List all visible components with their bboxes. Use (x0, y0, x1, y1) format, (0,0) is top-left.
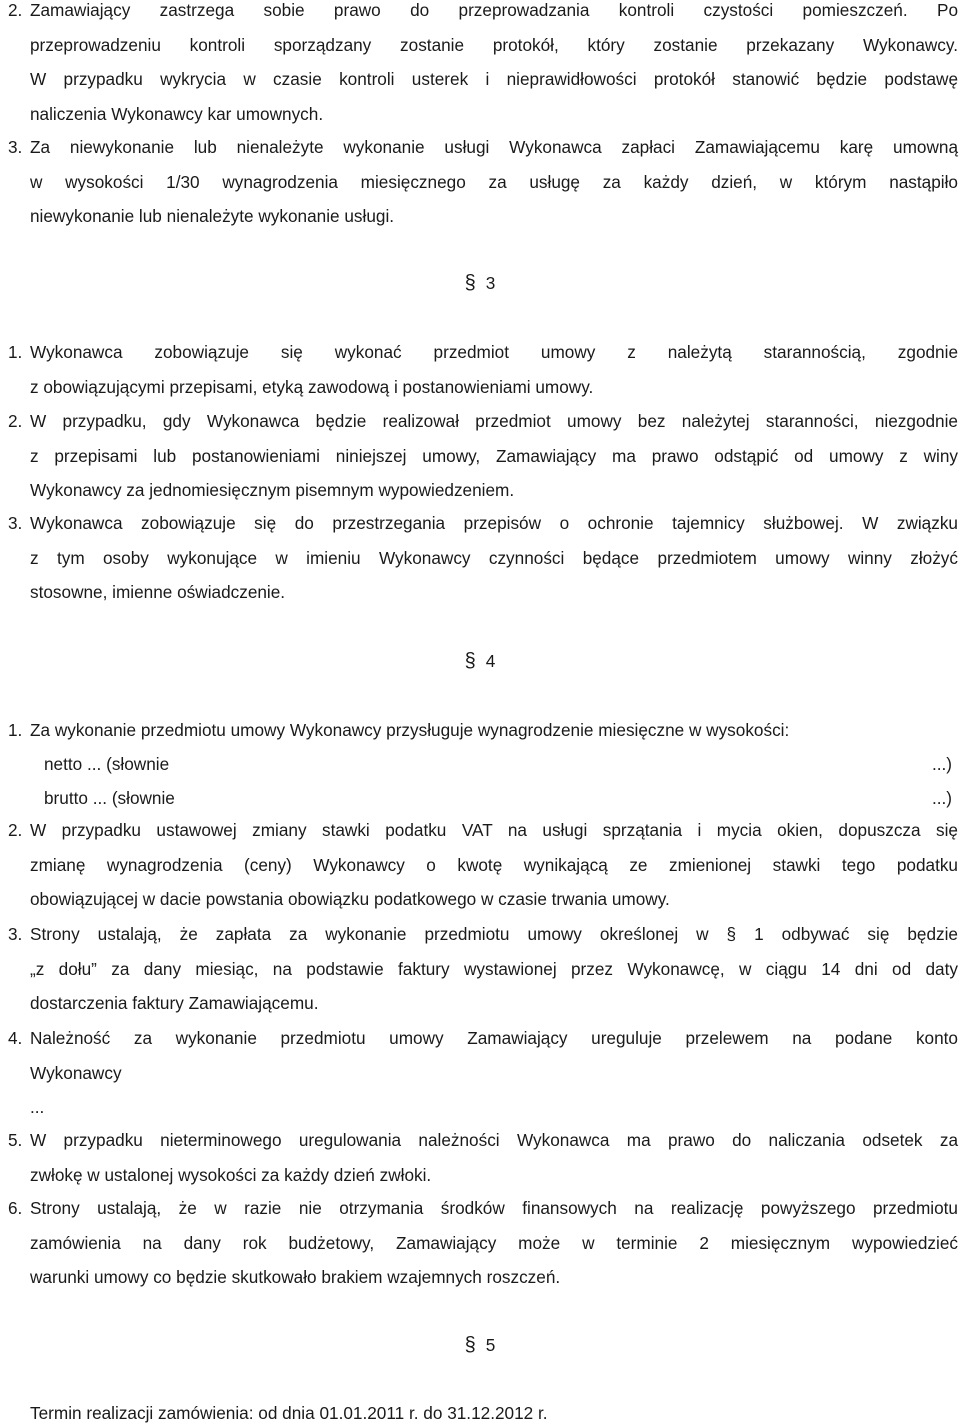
clause-line: W przypadku wykrycia w czasie kontroli usterek i nieprawidłowości protokół stanowić będzie podstawę (30, 69, 958, 89)
section-symbol: § (464, 650, 476, 672)
clause-text (30, 1123, 958, 1192)
clause-line: „z dołu” za dany miesiąc, na podstawie faktury wystawionej przez Wykonawcę, w ciągu 14 dni od daty (30, 958, 958, 979)
clause-line: z tym osoby wykonujące w imieniu Wykonawcy czynności będące przedmiotem umowy winny złożyć (30, 547, 958, 568)
clause-line: zmianę wynagrodzenia (ceny) Wykonawcy o kwotę wynikającą ze zmienionej stawki tego podatku (30, 854, 958, 875)
clause-line: dostarczenia faktury Zamawiającemu. (30, 993, 319, 1013)
section-number: 3 (485, 273, 496, 293)
clause-line: warunki umowy co będzie skutkowało brakiem wzajemnych roszczeń. (30, 1267, 561, 1287)
clause-text (30, 506, 958, 610)
clause-s4-4 (8, 1021, 958, 1091)
clause-number: 2. (8, 820, 23, 840)
bank-account-field: ... (30, 1097, 45, 1117)
section-number: 4 (485, 651, 496, 671)
clause-number: 1. (8, 720, 23, 740)
clause-line: Należność za wykonanie przedmiotu umowy Zamawiający ureguluje przelewem na podane konto (30, 1028, 958, 1048)
clause-2-inspection (8, 0, 958, 133)
clause-text (30, 1021, 958, 1090)
clause-line: naliczenia Wykonawcy kar umownych. (30, 103, 324, 124)
clause-text (30, 0, 958, 131)
clause-s4-6 (8, 1191, 958, 1296)
clause-text (30, 1191, 958, 1295)
clause-s4-1 (8, 713, 958, 748)
clause-number: 2. (8, 0, 23, 20)
clause-line: Wykonawca zobowiązuje się wykonać przedmiot umowy z należytą starannością, zgodnie (30, 342, 958, 362)
clause-line: W przypadku, gdy Wykonawca będzie realizował przedmiot umowy bez należytej staranności, niezgodnie (30, 411, 958, 431)
clause-number: 6. (8, 1198, 23, 1218)
clause-line: W przypadku ustawowej zmiany stawki podatku VAT na usługi sprzątania i mycia okien, dopuszcza się (30, 820, 958, 840)
clause-s3-3 (8, 506, 958, 611)
clause-s4-3 (8, 917, 958, 1022)
clause-s4-5 (8, 1123, 958, 1193)
netto-amount-field: netto ... (słownie (44, 754, 170, 774)
contract-term-line: Termin realizacji zamówienia: od dnia 01.01.2011 r. do 31.12.2012 r. (30, 1403, 548, 1423)
section-number: 5 (485, 1335, 496, 1355)
clause-line: Za wykonanie przedmiotu umowy Wykonawcy przysługuje wynagrodzenie miesięczne w wysokości: (30, 720, 790, 740)
netto-words-field: ...) (931, 754, 952, 774)
clause-line: stosowne, imienne oświadczenie. (30, 582, 286, 602)
clause-line: W przypadku nieterminowego uregulowania należności Wykonawca ma prawo do naliczania odsetek za (30, 1130, 958, 1150)
clause-line: zamówienia na dany rok budżetowy, Zamawiający może w terminie 2 miesięcznym wypowiedzieć (30, 1232, 958, 1253)
clause-number: 3. (8, 924, 23, 944)
clause-line: zwłokę w ustalonej wysokości za każdy dzień zwłoki. (30, 1164, 432, 1185)
clause-text (30, 130, 958, 234)
clause-text (30, 335, 958, 404)
clause-3-penalty (8, 130, 958, 235)
clause-number: 4. (8, 1028, 23, 1048)
section-heading-5 (0, 1328, 960, 1362)
clause-number: 5. (8, 1130, 23, 1150)
clause-s4-2 (8, 813, 958, 918)
clause-line: z obowiązującymi przepisami, etyką zawodową i postanowieniami umowy. (30, 376, 594, 397)
clause-number: 3. (8, 513, 23, 533)
clause-number: 2. (8, 411, 23, 431)
clause-text (30, 917, 958, 1021)
brutto-amount-field: brutto ... (słownie (44, 788, 175, 808)
clause-number: 1. (8, 342, 23, 362)
clause-s3-1 (8, 335, 958, 405)
clause-text (30, 404, 958, 508)
section-heading-3 (0, 266, 960, 300)
section-heading-4 (0, 644, 960, 678)
clause-line: Za niewykonanie lub nienależyte wykonanie usługi Wykonawca zapłaci Zamawiającemu karę umowną (30, 137, 958, 157)
clause-line: Wykonawcy za jednomiesięcznym pisemnym wypowiedzeniem. (30, 480, 515, 500)
clause-line: przeprowadzeniu kontroli sporządzany zostanie protokół, który zostanie przekazany Wykonawcy. (30, 34, 958, 55)
clause-line: Wykonawca zobowiązuje się do przestrzegania przepisów o ochronie tajemnicy służbowej. W związku (30, 513, 958, 533)
clause-line: Wykonawcy (30, 1062, 122, 1083)
clause-number: 3. (8, 137, 23, 157)
clause-line: niewykonanie lub nienależyte wykonanie usługi. (30, 206, 395, 226)
clause-text (30, 813, 958, 917)
clause-line: w wysokości 1/30 wynagrodzenia miesięcznego za usługę za każdy dzień, w którym nastąpiło (30, 171, 958, 192)
clause-line: Strony ustalają, że w razie nie otrzymania środków finansowych na realizację powyższego przedmiotu (30, 1198, 958, 1218)
brutto-words-field: ...) (931, 788, 952, 808)
clause-line: Strony ustalają, że zapłata za wykonanie przedmiotu umowy określonej w § 1 odbywać się będzie (30, 924, 958, 944)
clause-line: z przepisami lub postanowieniami niniejszej umowy, Zamawiający ma prawo odstąpić od umowy z winy (30, 445, 958, 466)
clause-s3-2 (8, 404, 958, 509)
section-symbol: § (464, 272, 476, 294)
clause-line: Zamawiający zastrzega sobie prawo do przeprowadzania kontroli czystości pomieszczeń. Po (30, 0, 958, 20)
clause-text (30, 713, 958, 748)
clause-line: obowiązującej w dacie powstania obowiązku podatkowego w czasie trwania umowy. (30, 889, 670, 909)
section-symbol: § (464, 1334, 476, 1356)
